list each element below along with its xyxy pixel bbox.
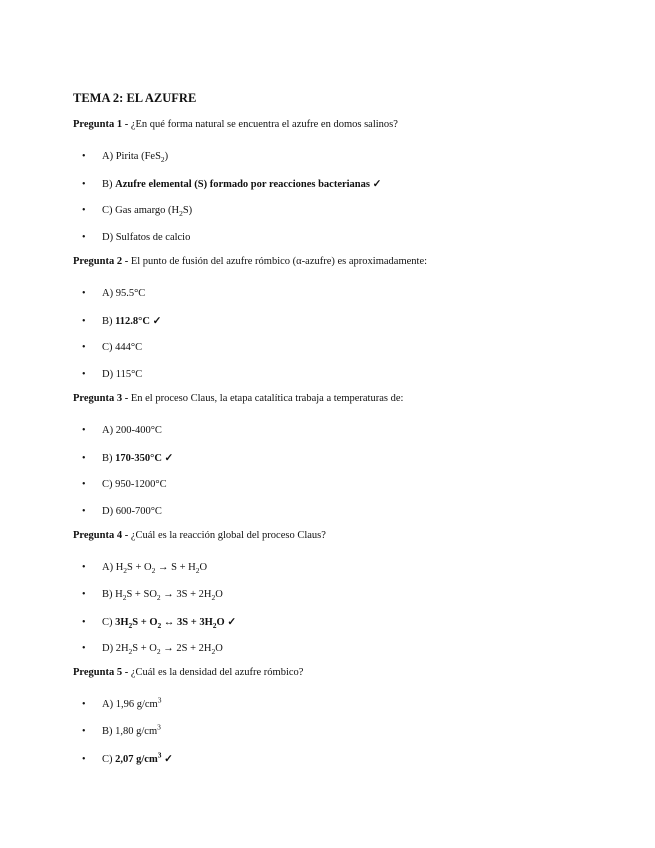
bullet-icon: • [82,205,86,216]
question-2-text: El punto de fusión del azufre rómbico (α-azufre) es aproximadamente: [130,256,428,267]
option-1b-text: B) Azufre elemental (S) formado por reacciones bacterianas ✓ [102,179,382,190]
bullet-icon: • [82,425,86,436]
question-1 [73,119,398,130]
bullet-icon: • [82,617,86,628]
bullet-icon: • [82,754,86,765]
option-5c [82,750,173,765]
option-1a [82,151,169,165]
option-5c-text: C) 2,07 $g/cm^3$ ✓ [102,750,173,765]
bullet-icon: • [82,726,86,737]
option-4b [82,589,223,603]
question-4-text: ¿Cuál es la reacción global del proceso Claus? [130,530,326,541]
option-1c [82,205,193,219]
option-4d-text: D) $2H_2S + O_2 \to 2S + 2H_2O$ [102,643,223,657]
option-5b-text: B) 1,80 $g/cm^3$ [102,722,161,737]
question-3-label: Pregunta 3 - [73,393,131,404]
option-3c [82,479,167,490]
option-1c-text: C) Gas amargo $(H_2S)$ [102,205,193,219]
option-5a-text: A) 1,96 $g/cm^3$ [102,695,162,710]
question-1-label: Pregunta 1 - [73,119,131,130]
question-2-label: Pregunta 2 - [73,256,131,267]
option-4d [82,643,223,657]
question-3-text: En el proceso Claus, la etapa catalítica trabaja a temperaturas de: [130,393,404,404]
option-3d-text: D) 600-700°C [102,506,162,517]
bullet-icon: • [82,288,86,299]
bullet-icon: • [82,369,86,380]
bullet-icon: • [82,562,86,573]
bullet-icon: • [82,589,86,600]
question-1-text: ¿En qué forma natural se encuentra el azufre en domos salinos? [130,119,398,130]
option-2b-text: B) 112.8°C ✓ [102,316,162,327]
option-3a-text: A) 200-400°C [102,425,162,436]
option-5a [82,695,162,710]
option-2d [82,369,142,380]
option-5b [82,722,161,737]
option-2d-text: D) 115°C [102,369,143,380]
bullet-icon: • [82,643,86,654]
bullet-icon: • [82,342,86,353]
option-4c [82,616,237,631]
question-2 [73,256,427,267]
option-3b-text: B) 170-350°C ✓ [102,453,174,464]
option-1b [82,178,381,190]
option-1d-text: D) Sulfatos de calcio [102,232,191,243]
option-3c-text: C) 950-1200°C [102,479,167,490]
bullet-icon: • [82,699,86,710]
bullet-icon: • [82,316,86,327]
question-5-label: Pregunta 5 - [73,667,131,678]
option-4b-text: B) $H_2S + SO_2 \to 3S + 2H_2O$ [102,589,223,603]
bullet-icon: • [82,479,86,490]
option-3b [82,452,173,464]
bullet-icon: • [82,506,86,517]
question-4 [73,530,326,541]
page-title: TEMA 2: EL AZUFRE [73,91,197,105]
option-4c-text: C) $3H_2S + O_2$ ↔ $3S + 3H_2O$ ✓ [102,617,237,631]
option-3d [82,506,162,517]
question-5 [73,667,303,678]
question-4-label: Pregunta 4 - [73,530,131,541]
option-2c [82,342,142,353]
bullet-icon: • [82,453,86,464]
bullet-icon: • [82,179,86,190]
option-2a [82,288,145,299]
option-2a-text: A) 95.5°C [102,288,146,299]
option-3a [82,425,162,436]
option-4a-text: A) $H_2S + O_2 \to S + H_2O$ [102,562,208,576]
option-1d [82,232,190,243]
question-5-text: ¿Cuál es la densidad del azufre rómbico? [130,667,304,678]
bullet-icon: • [82,232,86,243]
option-2c-text: C) 444°C [102,342,143,353]
option-4a [82,562,208,576]
option-1a-text: A) Pirita (FeS$_2$) [102,151,169,165]
bullet-icon: • [82,151,86,162]
option-2b [82,315,161,327]
question-3 [73,393,403,404]
